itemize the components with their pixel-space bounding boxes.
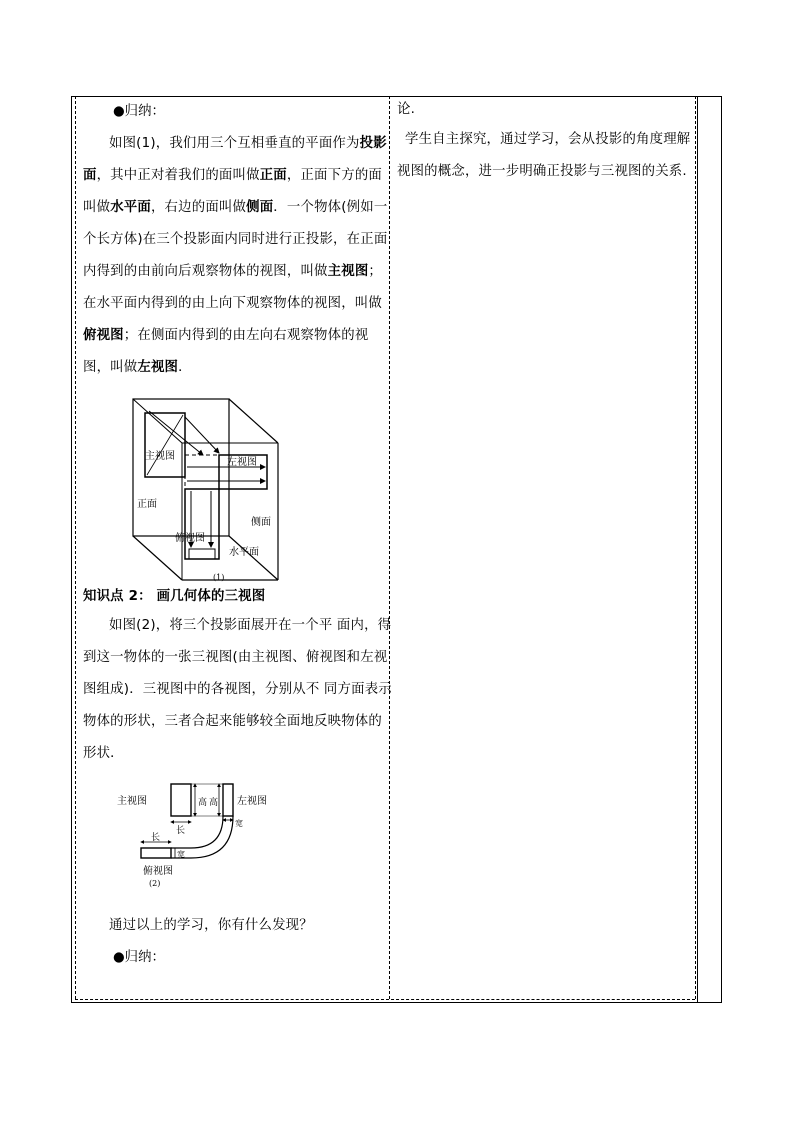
column-divider-3 — [697, 96, 698, 1003]
para-text: 如图(1)，我们用三个互相垂直的平面作为 — [109, 136, 360, 151]
summary-bullet-2: ●归纳： — [113, 950, 165, 965]
lesson-table — [71, 96, 722, 1003]
para-text: ，其中正对着我们的面叫做 — [96, 168, 260, 183]
fig2-label-height-1: 高 — [198, 798, 208, 808]
para-text: ．一个物体(例如一个长方体)在三个投影面内同时进行正投影，在正面内得到的由前向后观察物体的视图，叫做 — [83, 200, 388, 279]
bottom-inner-dashed-line — [75, 999, 695, 1000]
para-text: ． — [178, 360, 192, 375]
term-main-view: 主视图 — [327, 264, 369, 279]
knowledge-point-2-heading: 知识点 2： 画几何体的三视图 — [83, 589, 266, 604]
fig2-label-width-1: 宽 — [235, 819, 243, 828]
three-views-paragraph — [83, 128, 395, 384]
middle-column — [397, 96, 693, 188]
student-activity-paragraph: 学生自主探究，通过学习，会从投影的角度理解视图的概念，进一步明确正投影与三视图的关系. — [397, 132, 691, 179]
para-text: ，正面下方的面叫做 — [83, 168, 383, 215]
table-left-border — [71, 96, 72, 1003]
fig2-label-top-view: 俯视图 — [143, 866, 173, 877]
term-side: 侧面 — [246, 200, 274, 215]
middle-line-1: 论. — [397, 102, 416, 117]
term-front: 正面 — [259, 168, 287, 183]
left-inner-dashed-line — [75, 96, 76, 999]
fig2-label-height-2: 高 — [209, 798, 219, 808]
table-right-border — [721, 96, 722, 1003]
figure-1-svg — [123, 397, 323, 597]
figure-2-three-views — [111, 780, 311, 904]
fig1-label-horizontal: 水平面 — [229, 547, 259, 558]
term-horizontal: 水平面 — [110, 200, 151, 215]
fig2-label-length-2: 长 — [151, 833, 161, 843]
fig2-label-main-view: 主视图 — [117, 796, 147, 807]
fig2-label-length-1: 长 — [176, 826, 186, 836]
fig1-label-top-view: 俯视图 — [175, 533, 205, 544]
term-top-view: 俯视图 — [83, 328, 124, 343]
fig1-label-left-view: 左视图 — [227, 457, 257, 468]
figure-1-projection-box — [123, 397, 323, 597]
fig2-caption: (2) — [149, 879, 161, 888]
discovery-question: 通过以上的学习，你有什么发现？ — [109, 918, 313, 933]
fig2-label-left-view: 左视图 — [237, 796, 267, 807]
left-column — [83, 96, 395, 974]
term-left-view: 左视图 — [137, 360, 179, 375]
three-view-drawing-paragraph: 如图(2)，将三个投影面展开在一个平 面内，得到这一物体的一张三视图(由主视图、俯视图和左视图组成)．三视图中的各视图，分别从不 同方面表示物体的形状，三者合起来能够较全面地反映物体的形状． — [83, 618, 392, 761]
fig1-caption: (1) — [213, 573, 225, 582]
fig2-label-width-2: 宽 — [177, 850, 185, 859]
column-divider-2 — [695, 96, 696, 999]
para-text: ；在水平面内得到的由上向下观察物体的视图，叫做 — [83, 264, 383, 311]
summary-bullet-1: ●归纳： — [113, 104, 165, 119]
para-text: ，右边的面叫做 — [150, 200, 247, 215]
term-projection-plane: 投影面 — [83, 136, 387, 183]
table-bottom-border — [71, 1002, 722, 1003]
para-text: ；在侧面内得到的由左向右观察物体的视图，叫做 — [83, 328, 369, 375]
fig1-label-front: 正面 — [137, 499, 157, 510]
fig1-label-main-view: 主视图 — [145, 451, 175, 462]
figure-2-svg — [111, 780, 311, 904]
fig1-label-side: 侧面 — [251, 517, 271, 528]
